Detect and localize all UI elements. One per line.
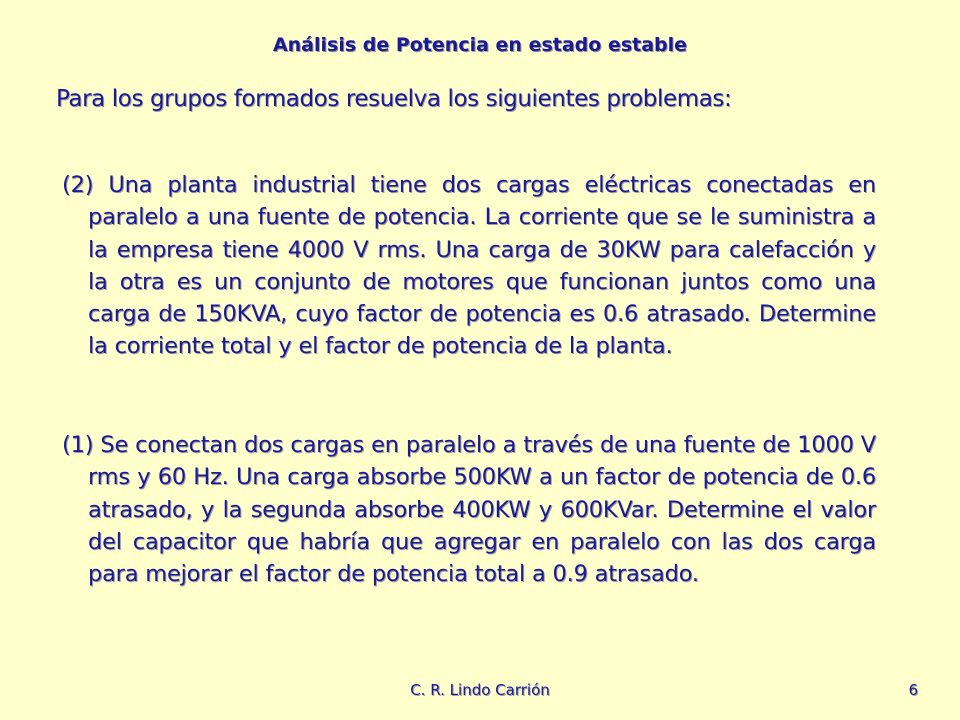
problem-1-text: (1) Se conectan dos cargas en paralelo a través de una fuente de 1000 V rms y 60 Hz. Una carga absorbe 500KW a un factor de potencia de 0.6 atrasado, y la segunda absorbe 400KW y 600KVar. Determine el valor del capacitor que habría que agregar en paralelo con las dos carga para mejorar el factor de potencia total a 0.9 atrasado. (62, 432, 876, 588)
page-number: 6 (908, 681, 918, 699)
footer-author: C. R. Lindo Carrión (410, 681, 550, 699)
problem-2-text: (2) Una planta industrial tiene dos cargas eléctricas conectadas en paralelo a una fuente de potencia. La corriente que se le suministra a la empresa tiene 4000 V rms. Una carga de 30KW para calefacción y la otra es un conjunto de motores que funcionan juntos como una carga de 150KVA, cuyo factor de potencia es 0.6 atrasado. Determine la corriente total y el factor de potencia de la planta. (62, 172, 876, 360)
slide-subtitle: Para los grupos formados resuelva los siguientes problemas: (56, 86, 732, 112)
slide-title: Análisis de Potencia en estado estable (272, 34, 688, 56)
